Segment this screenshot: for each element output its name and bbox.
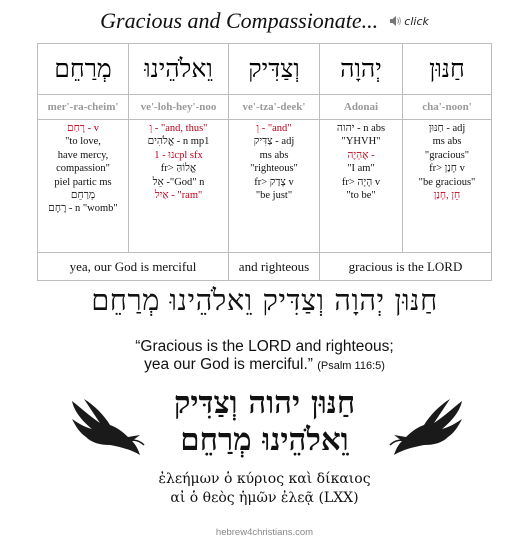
script-line-2: וֵאלֹהֵינוּ מְרַחֵם: [180, 422, 349, 458]
grammar-line: fr> חָנַן v: [429, 163, 465, 175]
grammar-channun: [403, 120, 492, 253]
greek-lxx: [0, 470, 529, 508]
grammar-line: אֱלֹהִים - n mp1: [147, 136, 210, 148]
grammar-line: אֵל -"God" n: [152, 176, 205, 188]
grammar-line: חַנּוּן - adj: [428, 123, 466, 134]
translit-merachem: mer'-ra-cheim': [38, 95, 129, 120]
grammar-vetzaddik: [229, 120, 320, 253]
greek-line-1: ἐλεήμων ὁ κύριος καὶ δίκαιος: [158, 471, 371, 487]
grammar-veloheinu: [129, 120, 229, 253]
site-footer: hebrew4christians.com: [215, 527, 314, 538]
grammar-line: נוּ - 1cpl sfx: [154, 149, 203, 161]
grammar-line: fr> הָיָה v: [341, 176, 381, 188]
hebrew-word-channun: חַנּוּן: [403, 44, 492, 95]
audio-label[interactable]: click: [404, 15, 429, 28]
grammar-line: fr> אֱלוֹהַּ: [160, 163, 197, 175]
grammar-line: "be just": [255, 190, 293, 202]
grammar-line: רָחַם - v: [67, 123, 99, 134]
grammar-line: ms abs: [432, 136, 462, 148]
speaker-icon[interactable]: [389, 15, 402, 27]
script-line-1: חַנּוּן יהוה וְצַדִּיק: [173, 385, 356, 421]
hebrew-word-vetzaddik: וְצַדִּיק: [229, 44, 320, 95]
grammar-line: "I am": [347, 163, 375, 175]
translit-vetzaddik: ve'-tza'-deek': [229, 95, 320, 120]
hebrew-row: [38, 44, 492, 95]
grammar-line: "to be": [346, 190, 376, 202]
grammar-merachem: [38, 120, 129, 253]
grammar-line: fr> צָדַק v: [254, 176, 294, 188]
grammar-line: מְרַחֵם: [70, 190, 96, 202]
grammar-line: piel partic ms: [54, 176, 112, 188]
scripture-reference: (Psalm 116:5): [317, 360, 385, 372]
grammar-line: חֵן ,חָנַן: [433, 190, 461, 202]
translit-veloheinu: ve'-loh-hey'-noo: [129, 95, 229, 120]
grammar-line: "be gracious": [418, 176, 476, 188]
grammar-line: have mercy,: [57, 149, 109, 161]
header: [0, 8, 529, 34]
hebrew-verse: חַנּוּן יְהוָה וְצַדִּיק וֵאלֹהֵינוּ מְרַחֵם: [91, 283, 438, 317]
transliteration-row: [38, 95, 492, 120]
meaning-god-merciful: yea, our God is merciful: [38, 253, 229, 281]
meaning-row: [38, 253, 492, 281]
grammar-line: ms abs: [259, 149, 289, 161]
quote-line-1: “Gracious is the LORD and righteous;: [135, 338, 394, 355]
meaning-gracious-lord: gracious is the LORD: [320, 253, 492, 281]
grammar-line: וְ - "and, thus": [149, 123, 208, 134]
grammar-line: compassion": [56, 163, 110, 175]
grammar-line: "gracious": [424, 149, 470, 161]
grammar-line: רֶחֶם - n "womb": [48, 203, 118, 215]
hebrew-word-yhvh: יְהוָה: [320, 44, 403, 95]
grammar-line: צַדִּיק - adj: [253, 136, 295, 148]
grammar-line: אַיִל - "ram": [154, 190, 203, 202]
hebrew-word-veloheinu: וֵאלֹהֵינוּ: [129, 44, 229, 95]
translit-adonai: Adonai: [320, 95, 403, 120]
quote-text: yea our God is merciful.”: [144, 356, 313, 373]
word-breakdown-table: [37, 43, 492, 281]
greek-line-2: αἰ ὁ θεὸς ἡμῶν ἐλεᾷ (LXX): [170, 490, 359, 506]
translit-channun: cha'-noon': [403, 95, 492, 120]
meaning-righteous: and righteous: [229, 253, 320, 281]
hebrew-script-block: [0, 385, 529, 459]
grammar-line: "righteous": [250, 163, 298, 175]
hebrew-word-merachem: מְרַחֵם: [38, 44, 129, 95]
grammar-line: "YHVH": [341, 136, 381, 148]
quote-line-2: [0, 356, 529, 375]
page-title: Gracious and Compassionate...: [100, 8, 379, 33]
audio-play-link[interactable]: [389, 15, 429, 28]
grammar-yhvh: [320, 120, 403, 253]
grammar-line: אֶהְיֶה -: [347, 149, 375, 161]
grammar-line: "to love,: [65, 136, 101, 148]
grammar-line: יהוה - n abs: [336, 123, 386, 134]
english-quote: [0, 338, 529, 375]
grammar-row: [38, 120, 492, 253]
grammar-line: וְ - "and": [256, 123, 292, 134]
